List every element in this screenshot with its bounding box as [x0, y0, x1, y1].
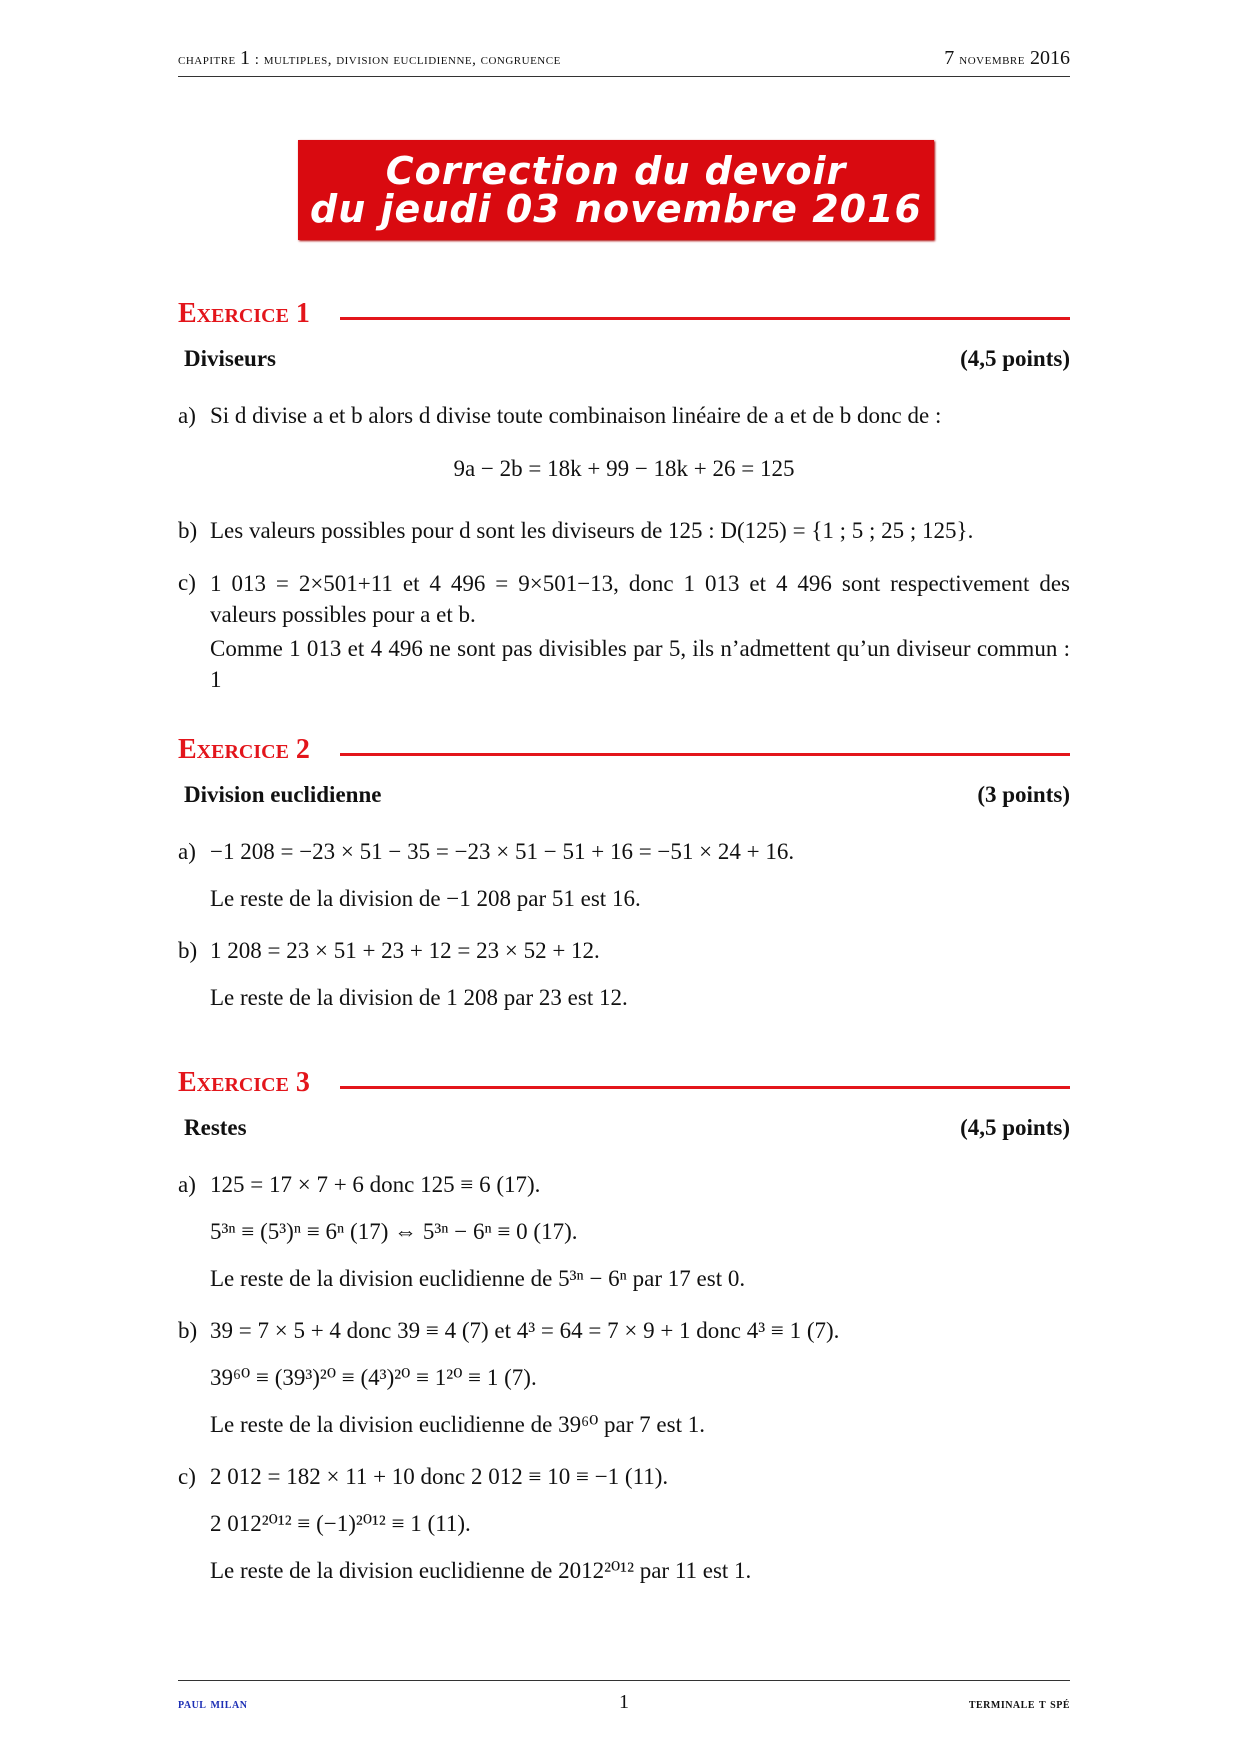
footer-author: paul milan	[178, 1697, 248, 1712]
exercise-2-subtitle	[184, 782, 1070, 808]
exercise-1-rule	[340, 317, 1070, 320]
header-date	[944, 47, 1070, 70]
ex1-a-equation: 9a − 2b = 18k + 99 − 18k + 26 = 125	[453, 456, 795, 481]
date-day: 7	[944, 47, 960, 69]
exercise-2-heading	[178, 734, 1070, 770]
exercise-2-subtitle-text: Division euclidienne	[184, 782, 382, 807]
ex3-c-equation-2: 2 012²⁰¹² ≡ (−1)²⁰¹² ≡ 1 (11).	[210, 1511, 471, 1536]
exercise-3-subtitle	[184, 1115, 1070, 1141]
exercise-1-points: (4,5 points)	[960, 346, 1070, 371]
chapter-number: 1	[240, 47, 251, 69]
ex3-a-equation-1: 125 = 17 × 7 + 6 donc 125 ≡ 6 (17).	[210, 1172, 541, 1197]
ex3-b-text: Le reste de la division euclidienne de 39⁶⁰ par 7 est 1.	[210, 1412, 705, 1437]
ex3-c-label: c)	[178, 1464, 196, 1489]
title-banner	[298, 140, 934, 240]
exercise-1-heading	[178, 298, 1070, 334]
exercise-3-title: Exercice 3	[178, 1067, 310, 1098]
exercise-1-title: Exercice 1	[178, 298, 310, 329]
ex2-b-text: Le reste de la division de 1 208 par 23 est 12.	[210, 985, 628, 1010]
ex3-a-equation-2: 5³ⁿ ≡ (5³)ⁿ ≡ 6ⁿ (17) ⇔ 5³ⁿ − 6ⁿ ≡ 0 (17).	[210, 1219, 578, 1244]
ex2-a-label: a)	[178, 839, 196, 864]
exercise-3-points: (4,5 points)	[960, 1115, 1070, 1140]
ex1-a-label: a)	[178, 403, 196, 428]
exercise-3-heading	[178, 1067, 1070, 1103]
chapter-title	[178, 47, 561, 70]
title-line-1: Correction du devoir	[385, 149, 847, 193]
exercise-2-rule	[340, 753, 1070, 756]
ex1-c-text-2: Comme 1 013 et 4 496 ne sont pas divisibles par 5, ils n’admettent qu’un diviseur commun : 1	[210, 636, 1070, 692]
ex3-b-label: b)	[178, 1318, 198, 1343]
ex2-a-text: Le reste de la division de −1 208 par 51 est 16.	[210, 886, 641, 911]
ex3-c-text: Le reste de la division euclidienne de 2012²⁰¹² par 11 est 1.	[210, 1558, 752, 1583]
ex1-b-label: b)	[178, 518, 198, 543]
ex3-c-equation-1: 2 012 = 182 × 11 + 10 donc 2 012 ≡ 10 ≡ −1 (11).	[210, 1464, 669, 1489]
page-header	[178, 48, 1070, 77]
ex2-a-equation: −1 208 = −23 × 51 − 35 = −23 × 51 − 51 + 16 = −51 × 24 + 16.	[210, 839, 795, 864]
title-line-2: du jeudi 03 novembre 2016	[310, 187, 922, 231]
date-year: 2016	[1025, 47, 1070, 69]
ex3-a-text: Le reste de la division euclidienne de 5³ⁿ − 6ⁿ par 17 est 0.	[210, 1266, 746, 1291]
page-number: 1	[619, 1691, 629, 1713]
exercise-3-rule	[340, 1086, 1070, 1089]
footer-class: terminale t spé	[968, 1697, 1070, 1712]
ex3-b-equation-2: 39⁶⁰ ≡ (39³)²⁰ ≡ (4³)²⁰ ≡ 1²⁰ ≡ 1 (7).	[210, 1365, 537, 1390]
exercise-2-points: (3 points)	[977, 782, 1070, 807]
ex1-b-text: Les valeurs possibles pour d sont les diviseurs de 125 : D(125) = {1 ; 5 ; 25 ; 125}.	[210, 518, 974, 543]
ex3-b-equation-1: 39 = 7 × 5 + 4 donc 39 ≡ 4 (7) et 4³ = 64 = 7 × 9 + 1 donc 4³ ≡ 1 (7).	[210, 1318, 840, 1343]
chapter-prefix: chapitre	[178, 52, 241, 68]
ex1-c-text-1: 1 013 = 2×501+11 et 4 496 = 9×501−13, donc 1 013 et 4 496 sont respectivement des valeurs possibles pour a et b.	[210, 571, 1070, 627]
ex2-b-label: b)	[178, 938, 198, 963]
exercise-1-subtitle	[184, 346, 1070, 372]
chapter-name: : multiples, division euclidienne, congruence	[250, 52, 561, 68]
date-month: novembre	[959, 51, 1025, 68]
exercise-2-title: Exercice 2	[178, 734, 310, 765]
ex2-b-equation: 1 208 = 23 × 51 + 23 + 12 = 23 × 52 + 12.	[210, 938, 600, 963]
exercise-3-subtitle-text: Restes	[184, 1115, 247, 1140]
ex1-a-text: Si d divise a et b alors d divise toute combinaison linéaire de a et de b donc de :	[210, 403, 942, 428]
ex3-a-label: a)	[178, 1172, 196, 1197]
exercise-1-subtitle-text: Diviseurs	[184, 346, 276, 371]
page-footer	[178, 1680, 1070, 1715]
ex1-c-label: c)	[178, 570, 196, 595]
